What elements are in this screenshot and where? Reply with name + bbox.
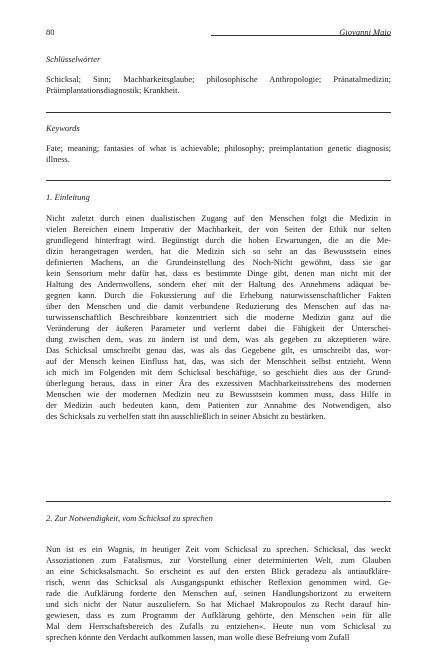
schluesselwoerter-text: Schicksal; Sinn; Machbarkeitsglaube; philosophische Anthropologie; Pränatalmedizin; Präimplantationsdiagnostik; Krankheit. bbox=[46, 74, 391, 95]
text-line: Haltung des Andernwollens, sondern eher mit der Haltung des Annehmens adäquat be- bbox=[46, 279, 391, 289]
text-line: ich mich im Folgenden mit dem Schicksal beschäftige, so geschieht dies aus der Grund- bbox=[46, 367, 391, 377]
section-2-body bbox=[46, 544, 391, 643]
section-divider bbox=[46, 112, 391, 113]
section-1 bbox=[46, 192, 391, 422]
keywords-heading: Keywords bbox=[46, 123, 80, 133]
text-line: grundlegend hinterfragt wird. Begünstigt durch die hohen Erwartungen, die an die Me- bbox=[46, 235, 391, 245]
section-divider bbox=[46, 501, 391, 502]
text-line: turwissenschaftlich Beschreibbare konzentriert sich die moderne Medizin ganz auf die bbox=[46, 312, 391, 322]
schluesselwoerter-block bbox=[46, 54, 391, 96]
running-header bbox=[46, 25, 391, 39]
text-line: definierten Machens, an die Grundeinstellung des Noch-Nicht gewöhnt, dass sie gar bbox=[46, 257, 391, 267]
section-1-heading: 1. Einleitung bbox=[46, 192, 90, 202]
text-line: überlegung heraus, dass in einer Ära des exzessiven Machbarkeitsstrebens des modernen bbox=[46, 378, 391, 388]
schluesselwoerter-heading: Schlüsselwörter bbox=[46, 54, 101, 64]
text-line: des Schicksals zu verhelfen statt ihn ausschließlich in seiner Absicht zu bestärken. bbox=[46, 411, 326, 421]
text-line: an eine Schicksalsmacht. So erscheint es auf den ersten Blick geradezu als antiaufkläre- bbox=[46, 566, 391, 576]
section-2 bbox=[46, 513, 391, 643]
page-number: 80 bbox=[46, 27, 55, 37]
text-line: Assoziationen zum Fatalismus, zur Vorstellung einer determinierten Welt, zum Glauben bbox=[46, 555, 391, 565]
text-line: gegnen kann. Durch die Fokussierung auf die Erhebung naturwissenschaftlicher Fakten bbox=[46, 290, 391, 300]
text-line: sprechen könnte den Verdacht aufkommen lassen, man wolle diese Befreiung vom Zufall bbox=[46, 632, 350, 642]
text-line: rade die Aufklärung forderte den Menschen auf, seinen Handlungshorizont zu erweitern bbox=[46, 588, 391, 598]
text-line: und sich nicht der Natur auszuliefern. So hat Michael Makropoulos zu Recht darauf hin- bbox=[46, 599, 391, 609]
text-line: gewiesen, dass es zum Programm der Aufklärung gehörte, den Menschen »ein für alle bbox=[46, 610, 391, 620]
section-1-body bbox=[46, 213, 391, 422]
text-line: der Medizin auch bedeuten kann, dem Patienten zur Annahme des Notwendigen, also bbox=[46, 400, 391, 410]
keywords-text: Fate; meaning; fantasies of what is achievable; philosophy; preimplantation genetic diagnosis; illness. bbox=[46, 143, 391, 164]
text-line: Das Schicksal umschreibt genau das, was als das Gegebene gilt, es umschreibt das, wor- bbox=[46, 345, 391, 355]
running-author: Giovanni Maio bbox=[339, 27, 391, 37]
text-line: Veränderung der äußeren Parameter und verlernt dabei die Fähigkeit der Unterschei- bbox=[46, 323, 391, 333]
text-line: dung zwischen dem, was zu ändern ist und dem, was als gegeben zu akzeptieren wäre. bbox=[46, 334, 391, 344]
text-line: risch, wenn das Schicksal als Ausgangspunkt ethischer Reflexion genommen wird. Ge- bbox=[46, 577, 391, 587]
keywords-block bbox=[46, 123, 391, 165]
text-line: Menschen wie der modernen Medizin neu zu Bewusstsein kommen muss, dass Hilfe in bbox=[46, 389, 391, 399]
section-divider bbox=[46, 180, 391, 181]
text-line: Mal dem Herrschaftsbereich des Zufalls zu entziehen«. Heute nun vom Schicksal zu bbox=[46, 621, 391, 631]
text-line: Nicht zuletzt durch einen dualistischen Zugang auf den Menschen folgt die Medizin in bbox=[46, 213, 391, 223]
text-line: auf der Mensch keinen Einfluss hat, das, was sich der Menschheit selbst entzieht. Wenn bbox=[46, 356, 391, 366]
text-line: dizin herangetragen werden, hat die Medizin sich so sehr an das Bewusstsein eines bbox=[46, 246, 391, 256]
text-line: vielen Bereichen einem Imperativ der Machbarkeit, der von Seiten der Ethik nur selten bbox=[46, 224, 391, 234]
text-line: kein Sensorium mehr dafür hat, dass es bestimmte Dinge gibt, denen man nicht mit der bbox=[46, 268, 391, 278]
text-line: über den Menschen und die damit verbundene Reduzierung des Menschen auf das na- bbox=[46, 301, 391, 311]
section-2-heading: 2. Zur Notwendigkeit, vom Schicksal zu sprechen bbox=[46, 513, 213, 523]
text-line: Nun ist es ein Wagnis, in heutiger Zeit vom Schicksal zu sprechen. Schicksal, das weckt bbox=[46, 544, 391, 554]
